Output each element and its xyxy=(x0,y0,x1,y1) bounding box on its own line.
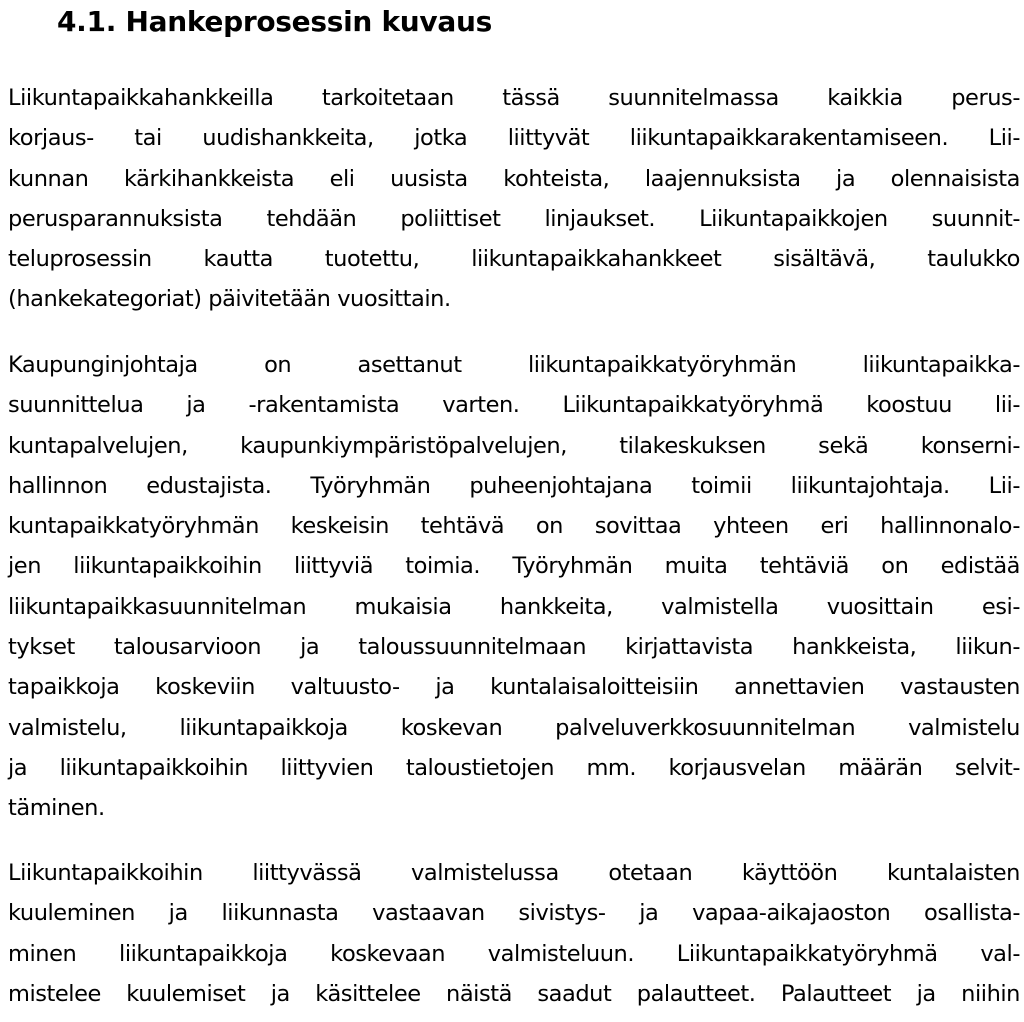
text-line: mistelee kuulemiset ja käsittelee näistä saadut palautteet. Palautteet ja niihin xyxy=(8,980,1020,1007)
text-line: ja liikuntapaikkoihin liittyvien taloustietojen mm. korjausvelan määrän selvit- xyxy=(8,754,1020,781)
section-heading: 4.1. Hankeprosessin kuvaus xyxy=(57,5,492,38)
text-line: kuntapalvelujen, kaupunkiympäristöpalvelujen, tilakeskuksen sekä konserni- xyxy=(8,432,1020,459)
text-line: kuuleminen ja liikunnasta vastaavan sivistys- ja vapaa-aikajaoston osallista- xyxy=(8,900,1020,927)
text-line: liikuntapaikkasuunnitelman mukaisia hankkeita, valmistella vuosittain esi- xyxy=(8,593,1020,620)
text-line: hallinnon edustajista. Työryhmän puheenjohtajana toimii liikuntajohtaja. Lii- xyxy=(8,472,1020,499)
text-line: korjaus- tai uudishankkeita, jotka liittyvät liikuntapaikkarakentamiseen. Lii- xyxy=(8,125,1020,152)
text-line: täminen. xyxy=(8,795,105,822)
text-line: tykset talousarvioon ja taloussuunnitelmaan kirjattavista hankkeista, liikun- xyxy=(8,634,1020,661)
text-line: suunnittelua ja -rakentamista varten. Liikuntapaikkatyöryhmä koostuu lii- xyxy=(8,392,1020,419)
paragraph-2 xyxy=(8,345,1020,829)
text-line: Kaupunginjohtaja on asettanut liikuntapaikkatyöryhmän liikuntapaikka- xyxy=(8,352,1020,378)
text-line: kuntapaikkatyöryhmän keskeisin tehtävä on sovittaa yhteen eri hallinnonalo- xyxy=(8,513,1020,540)
text-line: jen liikuntapaikkoihin liittyviä toimia. Työryhmän muita tehtäviä on edistää xyxy=(8,553,1020,580)
text-line: kunnan kärkihankkeista eli uusista kohteista, laajennuksista ja olennaisista xyxy=(8,165,1020,192)
text-line: tapaikkoja koskeviin valtuusto- ja kuntalaisaloitteisiin annettavien vastausten xyxy=(8,674,1020,701)
paragraph-1 xyxy=(8,78,1020,320)
text-line: teluprosessin kautta tuotettu, liikuntapaikkahankkeet sisältävä, taulukko xyxy=(8,246,1020,273)
text-line: Liikuntapaikkahankkeilla tarkoitetaan tässä suunnitelmassa kaikkia perus- xyxy=(8,85,1020,111)
text-line: perusparannuksista tehdään poliittiset linjaukset. Liikuntapaikkojen suunnit- xyxy=(8,205,1020,232)
text-line: valmistelu, liikuntapaikkoja koskevan palveluverkkosuunnitelman valmistelu xyxy=(8,714,1020,741)
paragraph-3 xyxy=(8,853,1020,1014)
text-line: minen liikuntapaikkoja koskevaan valmisteluun. Liikuntapaikkatyöryhmä val- xyxy=(8,940,1020,967)
text-line: (hankekategoriat) päivitetään vuosittain. xyxy=(8,286,451,313)
text-line: Liikuntapaikkoihin liittyvässä valmistelussa otetaan käyttöön kuntalaisten xyxy=(8,860,1020,886)
